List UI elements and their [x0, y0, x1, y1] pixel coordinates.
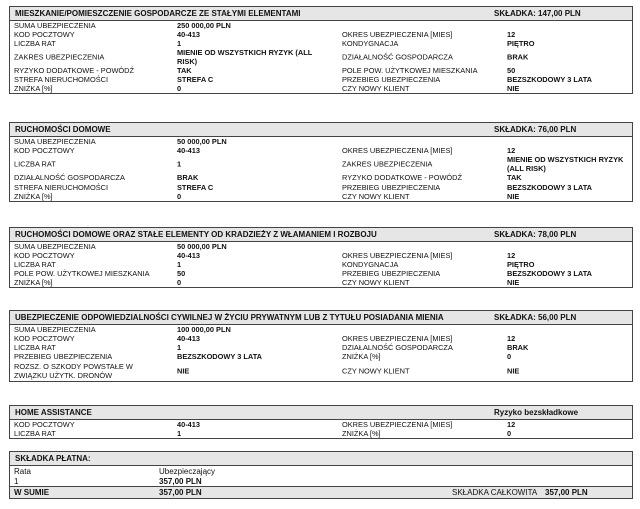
field-value: STREFA C [177, 75, 214, 84]
column-insured: Ubezpieczający [159, 467, 216, 476]
field-value: 12 [507, 146, 516, 155]
sum-label: W SUMIE [14, 488, 50, 497]
field-value: 0 [507, 429, 512, 438]
column-rata: Rata [14, 467, 31, 476]
field-value: 12 [507, 30, 516, 39]
table-row [10, 325, 632, 334]
field-value: 50 000,00 PLN [177, 137, 227, 146]
field-label: KONDYGNACJA [342, 260, 399, 269]
field-label: KONDYGNACJA [342, 39, 399, 48]
field-value: 40-413 [177, 334, 201, 343]
field-label: SUMA UBEZPIECZENIA [14, 21, 96, 30]
field-value: 12 [507, 420, 516, 429]
field-label: ZNIŻKA [%] [14, 278, 53, 287]
table-row [10, 343, 632, 352]
field-value: 0 [177, 84, 182, 93]
field-value: BRAK [177, 173, 199, 182]
section-theft [9, 227, 633, 288]
table-row [10, 251, 632, 260]
field-value: BEZSZKODOWY 3 LATA [507, 183, 592, 192]
field-label: KOD POCZTOWY [14, 334, 75, 343]
table-row [10, 146, 632, 155]
field-label: ROZSZ. O SZKODY POWSTAŁE W ZWIĄZKU UŻYTK. DRONÓW [14, 362, 133, 380]
section-title: MIESZKANIE/POMIESZCZENIE GOSPODARCZE ZE STAŁYMI ELEMENTAMI [15, 9, 301, 18]
field-label: SUMA UBEZPIECZENIA [14, 242, 96, 251]
table-row [10, 352, 632, 361]
table-row [10, 183, 632, 192]
field-label: DZIAŁALNOŚĆ GOSPODARCZA [342, 52, 453, 62]
table-row [10, 84, 632, 93]
field-value: PIĘTRO [507, 260, 535, 269]
field-label: SUMA UBEZPIECZENIA [14, 137, 96, 146]
table-row [10, 155, 632, 173]
field-value: NIE [177, 366, 190, 376]
field-label: ZNIŻKA [%] [342, 429, 381, 438]
field-value: 100 000,00 PLN [177, 325, 231, 334]
field-label: ZNIŻKA [%] [14, 192, 53, 201]
field-label: OKRES UBEZPIECZENIA [MIES] [342, 334, 453, 343]
field-label: LICZBA RAT [14, 260, 56, 269]
field-label: DZIAŁALNOŚĆ GOSPODARCZA [342, 343, 453, 352]
sum-value: 357,00 PLN [159, 488, 202, 497]
field-value: 1 [177, 39, 182, 48]
section-premium: SKŁADKA: 76,00 PLN [494, 125, 577, 134]
field-value: PIĘTRO [507, 39, 535, 48]
table-row [10, 192, 632, 201]
section-header [10, 123, 632, 137]
field-label: ZNIŻKA [%] [14, 84, 53, 93]
field-value: NIE [507, 366, 520, 376]
field-value: 1 [177, 260, 182, 269]
field-value: NIE [507, 278, 520, 287]
field-label: POLE POW. UŻYTKOWEJ MIESZKANIA [342, 66, 478, 75]
table-row [10, 242, 632, 251]
section-premium: SKŁADKA: 147,00 PLN [494, 9, 581, 18]
payment-row [10, 476, 632, 486]
field-value: MIENIE OD WSZYSTKICH RYZYK (ALL RISK) [177, 48, 313, 66]
section-header [10, 406, 632, 420]
field-value: 12 [507, 334, 516, 343]
field-label: LICZBA RAT [14, 39, 56, 48]
field-label: ZAKRES UBEZPIECZENIA [342, 159, 433, 169]
field-value: TAK [507, 173, 522, 182]
section-header [10, 228, 632, 242]
field-label: ZNIŻKA [%] [342, 352, 381, 361]
field-value: 0 [507, 352, 512, 361]
field-value: 40-413 [177, 30, 201, 39]
field-value: 50 000,00 PLN [177, 242, 227, 251]
field-label: CZY NOWY KLIENT [342, 278, 410, 287]
table-row [10, 173, 632, 183]
section-title: RUCHOMOŚCI DOMOWE [15, 125, 111, 134]
field-value: 1 [177, 159, 182, 169]
section-header [10, 311, 632, 325]
table-row [10, 48, 632, 66]
field-value: 0 [177, 278, 182, 287]
field-label: POLE POW. UŻYTKOWEJ MIESZKANIA [14, 269, 150, 278]
field-label: KOD POCZTOWY [14, 420, 75, 429]
field-label: PRZEBIEG UBEZPIECZENIA [14, 352, 113, 361]
field-label: KOD POCZTOWY [14, 146, 75, 155]
table-row [10, 39, 632, 48]
field-value: TAK [177, 66, 192, 75]
section-payment [9, 451, 633, 499]
insured-value: 357,00 PLN [159, 477, 202, 486]
field-value: MIENIE OD WSZYSTKICH RYZYK (ALL RISK) [507, 155, 624, 173]
field-value: 1 [177, 429, 182, 438]
table-row [10, 21, 632, 30]
total-premium-label: SKŁADKA CAŁKOWITA [452, 488, 538, 497]
field-value: NIE [507, 84, 520, 93]
table-row [10, 30, 632, 39]
field-label: OKRES UBEZPIECZENIA [MIES] [342, 251, 453, 260]
field-value: BEZSZKODOWY 3 LATA [507, 269, 592, 278]
field-value: 50 [507, 66, 516, 75]
section-premium: Ryzyko bezskładkowe [494, 408, 579, 417]
field-value: NIE [507, 192, 520, 201]
table-row [10, 429, 632, 438]
field-value: BRAK [507, 52, 529, 62]
table-row [10, 420, 632, 429]
payment-header-row [10, 466, 632, 476]
field-label: PRZEBIEG UBEZPIECZENIA [342, 75, 441, 84]
field-label: CZY NOWY KLIENT [342, 192, 410, 201]
field-value: BEZSZKODOWY 3 LATA [177, 352, 262, 361]
section-household-contents [9, 122, 633, 202]
payment-total-row [10, 486, 632, 498]
table-row [10, 66, 632, 75]
field-label: RYZYKO DODATKOWE - POWÓDŹ [342, 173, 463, 182]
table-row [10, 269, 632, 278]
field-label: KOD POCZTOWY [14, 251, 75, 260]
field-value: 1 [177, 343, 182, 352]
section-header [10, 452, 632, 466]
total-premium-value: 357,00 PLN [545, 488, 588, 497]
section-title: UBEZPIECZENIE ODPOWIEDZIALNOŚCI CYWILNEJ W ŻYCIU PRYWATNYM LUB Z TYTUŁU POSIADANIA MIENIA [15, 313, 444, 322]
section-home-assistance [9, 405, 633, 439]
field-label: STREFA NIERUCHOMOŚCI [14, 183, 109, 192]
field-value: 250 000,00 PLN [177, 21, 231, 30]
section-premium: SKŁADKA: 56,00 PLN [494, 313, 577, 322]
field-label: OKRES UBEZPIECZENIA [MIES] [342, 420, 453, 429]
field-label: DZIAŁALNOŚĆ GOSPODARCZA [14, 173, 125, 182]
field-value: BEZSZKODOWY 3 LATA [507, 75, 592, 84]
field-label: SUMA UBEZPIECZENIA [14, 325, 96, 334]
table-row [10, 361, 632, 381]
payment-title: SKŁADKA PŁATNA: [15, 454, 91, 463]
section-premium: SKŁADKA: 78,00 PLN [494, 230, 577, 239]
field-label: LICZBA RAT [14, 159, 56, 169]
field-label: KOD POCZTOWY [14, 30, 75, 39]
table-row [10, 75, 632, 84]
section-header [10, 7, 632, 21]
rata-value: 1 [14, 477, 19, 486]
section-title: HOME ASSISTANCE [15, 408, 92, 417]
field-value: 40-413 [177, 251, 201, 260]
field-value: 0 [177, 192, 182, 201]
section-apartment [9, 6, 633, 94]
section-title: RUCHOMOŚCI DOMOWE ORAZ STAŁE ELEMENTY OD KRADZIEŻY Z WŁAMANIEM I ROZBOJU [15, 230, 377, 239]
table-row [10, 334, 632, 343]
field-label: PRZEBIEG UBEZPIECZENIA [342, 183, 441, 192]
field-value: 12 [507, 251, 516, 260]
field-label: PRZEBIEG UBEZPIECZENIA [342, 269, 441, 278]
field-label: LICZBA RAT [14, 343, 56, 352]
field-label: CZY NOWY KLIENT [342, 366, 410, 376]
field-value: 40-413 [177, 146, 201, 155]
field-value: 50 [177, 269, 186, 278]
field-value: BRAK [507, 343, 529, 352]
field-label: STREFA NIERUCHOMOŚCI [14, 75, 109, 84]
table-row [10, 137, 632, 146]
section-civil-liability [9, 310, 633, 382]
field-label: RYZYKO DODATKOWE - POWÓDŹ [14, 66, 135, 75]
field-value: 40-413 [177, 420, 201, 429]
table-row [10, 278, 632, 287]
field-label: LICZBA RAT [14, 429, 56, 438]
field-label: CZY NOWY KLIENT [342, 84, 410, 93]
field-label: OKRES UBEZPIECZENIA [MIES] [342, 146, 453, 155]
field-label: ZAKRES UBEZPIECZENIA [14, 52, 105, 62]
field-label: OKRES UBEZPIECZENIA [MIES] [342, 30, 453, 39]
table-row [10, 260, 632, 269]
field-value: STREFA C [177, 183, 214, 192]
